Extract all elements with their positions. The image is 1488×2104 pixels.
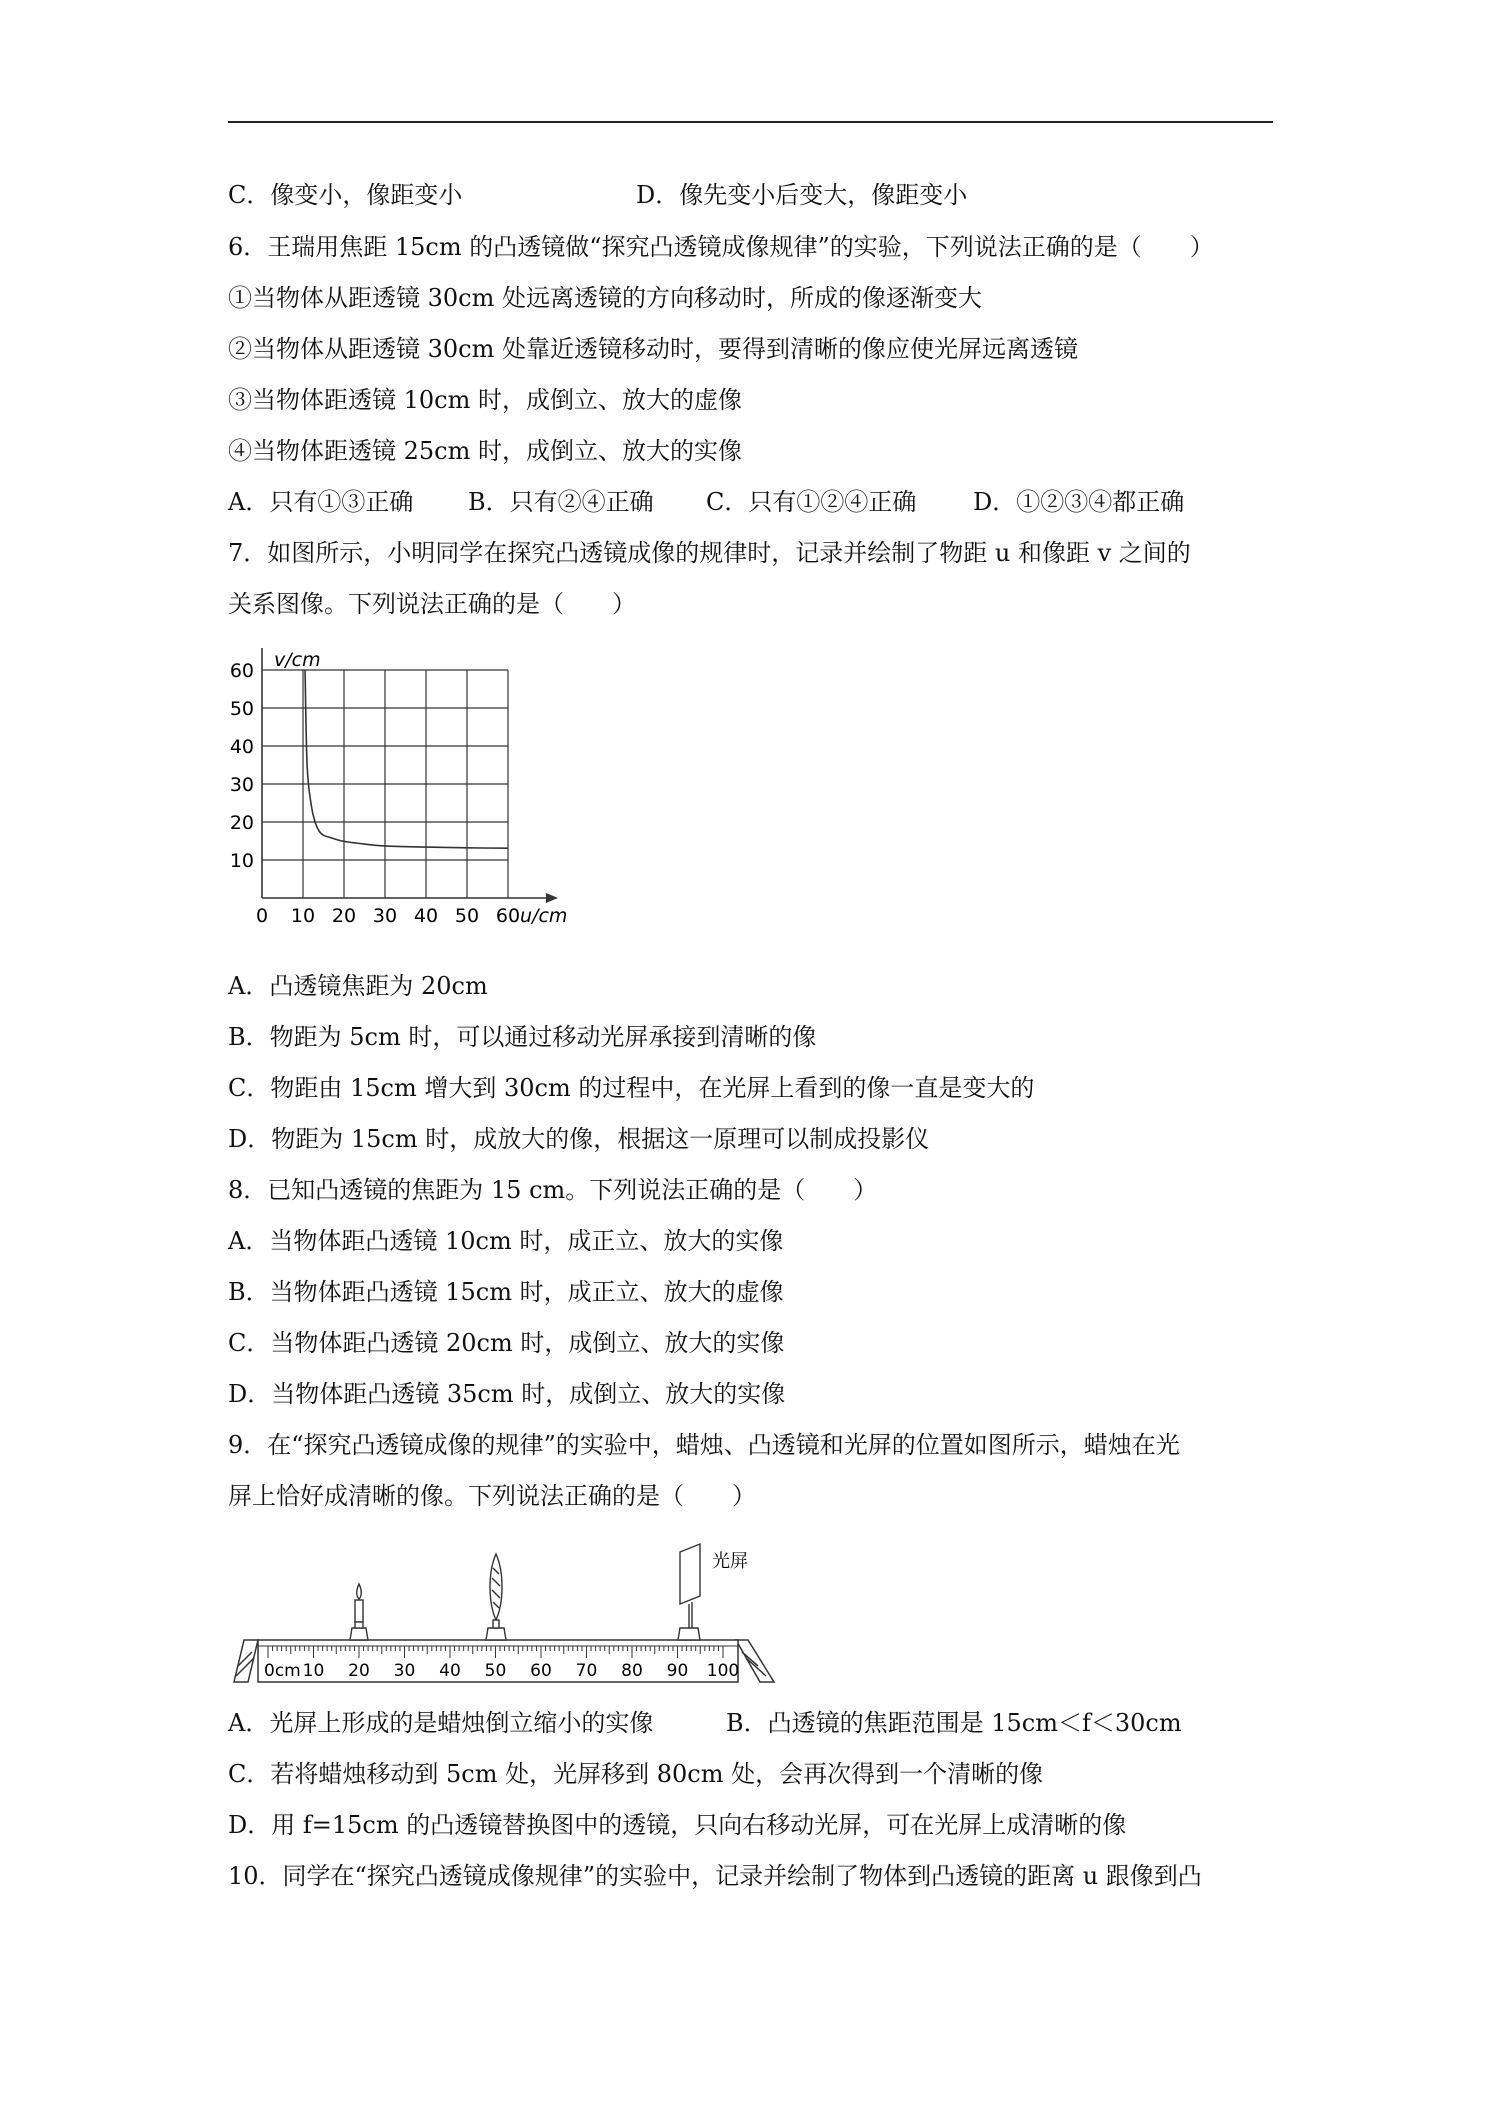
bench-scale-label: 50 — [484, 1661, 507, 1681]
x-tick-label: 30 — [372, 905, 398, 927]
q6-statement-2: ②当物体从距透镜 30cm 处靠近透镜移动时，要得到清晰的像应使光屏远离透镜 — [228, 335, 1078, 363]
convex-lens — [486, 1554, 506, 1640]
q9-option-b: B．凸透镜的焦距范围是 15cm＜f＜30cm — [726, 1709, 1182, 1737]
q6-stem: 6．王瑞用焦距 15cm 的凸透镜做“探究凸透镜成像规律”的实验，下列说法正确的是（ ） — [228, 233, 1214, 261]
q9-option-a: A．光屏上形成的是蜡烛倒立缩小的实像 — [228, 1709, 654, 1737]
y-tick-label: 40 — [229, 736, 254, 758]
bench-scale-label: 10 — [302, 1661, 325, 1681]
q6-option-b: B．只有②④正确 — [468, 488, 654, 516]
q6-option-a: A．只有①③正确 — [228, 488, 414, 516]
bench-scale-label: 70 — [575, 1661, 598, 1681]
q9-stem-line1: 9．在“探究凸透镜成像的规律”的实验中，蜡烛、凸透镜和光屏的位置如图所示，蜡烛在光 — [228, 1431, 1180, 1459]
q8-option-b: B．当物体距凸透镜 15cm 时，成正立、放大的虚像 — [228, 1278, 784, 1306]
y-tick-label: 10 — [229, 850, 254, 872]
optical-bench-figure — [228, 1540, 788, 1690]
q8-option-d: D．当物体距凸透镜 35cm 时，成倒立、放大的实像 — [228, 1380, 786, 1408]
y-tick-label: 20 — [229, 812, 254, 834]
q7-option-a: A．凸透镜焦距为 20cm — [228, 972, 488, 1000]
q9-option-d: D．用 f=15cm 的凸透镜替换图中的透镜，只向右移动光屏，可在光屏上成清晰的像 — [228, 1811, 1127, 1839]
bench-scale-label: 90 — [666, 1661, 689, 1681]
y-tick-label: 30 — [229, 774, 254, 796]
q7-option-d: D．物距为 15cm 时，成放大的像，根据这一原理可以制成投影仪 — [228, 1125, 930, 1153]
chart-grid — [262, 670, 508, 898]
x-tick-label: 10 — [290, 905, 316, 927]
x-tick-label: 0 — [255, 905, 269, 927]
bench-scale-label: 60 — [530, 1661, 552, 1681]
bench-scale-label: 30 — [393, 1661, 416, 1681]
x-tick-label: 20 — [331, 905, 357, 927]
u-v-chart — [228, 648, 588, 930]
q6-statement-1: ①当物体从距透镜 30cm 处远离透镜的方向移动时，所成的像逐渐变大 — [228, 284, 982, 312]
x-tick-label: 50 — [454, 905, 480, 927]
candle — [350, 1584, 368, 1640]
q7-option-c: C．物距由 15cm 增大到 30cm 的过程中，在光屏上看到的像一直是变大的 — [228, 1074, 1035, 1102]
bench-scale-label: 40 — [439, 1661, 461, 1681]
chart-y-axis-label: v/cm — [274, 649, 321, 671]
bench-scale-label: 80 — [621, 1661, 643, 1681]
screen-label: 光屏 — [712, 1551, 748, 1572]
bench-scale-label: 100 — [706, 1661, 740, 1681]
q6-option-d: D．①②③④都正确 — [973, 488, 1185, 516]
bench-scale-label: 20 — [348, 1661, 370, 1681]
y-tick-label: 60 — [229, 660, 254, 682]
q9-option-c: C．若将蜡烛移动到 5cm 处，光屏移到 80cm 处，会再次得到一个清晰的像 — [228, 1760, 1044, 1788]
header-rule — [228, 121, 1273, 123]
chart-axes — [257, 648, 558, 903]
bench-right-support — [736, 1640, 774, 1682]
q8-option-c: C．当物体距凸透镜 20cm 时，成倒立、放大的实像 — [228, 1329, 785, 1357]
x-tick-label: 40 — [413, 905, 439, 927]
q6-option-c: C．只有①②④正确 — [706, 488, 917, 516]
q7-option-b: B．物距为 5cm 时，可以通过移动光屏承接到清晰的像 — [228, 1023, 817, 1051]
bench-scale-label: 0cm — [264, 1661, 301, 1681]
chart-x-axis-label: u/cm — [520, 905, 568, 927]
q8-stem: 8．已知凸透镜的焦距为 15 cm。下列说法正确的是（ ） — [228, 1176, 878, 1204]
x-tick-label: 60 — [495, 905, 521, 927]
q7-stem-line1: 7．如图所示，小明同学在探究凸透镜成像的规律时，记录并绘制了物距 u 和像距 v 之间的 — [228, 539, 1191, 567]
q10-stem: 10．同学在“探究凸透镜成像规律”的实验中，记录并绘制了物体到凸透镜的距离 u 跟像到凸 — [228, 1862, 1202, 1890]
q6-statement-4: ④当物体距透镜 25cm 时，成倒立、放大的实像 — [228, 437, 742, 465]
light-screen — [678, 1544, 700, 1640]
x-axis-arrow — [546, 893, 558, 903]
q5-option-d: D．像先变小后变大，像距变小 — [636, 181, 968, 209]
q7-stem-line2: 关系图像。下列说法正确的是（ ） — [228, 590, 636, 618]
q9-stem-line2: 屏上恰好成清晰的像。下列说法正确的是（ ） — [228, 1482, 756, 1510]
chart-ticks — [230, 660, 520, 927]
q6-statement-3: ③当物体距透镜 10cm 时，成倒立、放大的虚像 — [228, 386, 742, 414]
bench-left-support — [234, 1640, 258, 1682]
q5-option-c: C．像变小，像距变小 — [228, 181, 463, 209]
y-tick-label: 50 — [229, 698, 254, 720]
q8-option-a: A．当物体距凸透镜 10cm 时，成正立、放大的实像 — [228, 1227, 784, 1255]
